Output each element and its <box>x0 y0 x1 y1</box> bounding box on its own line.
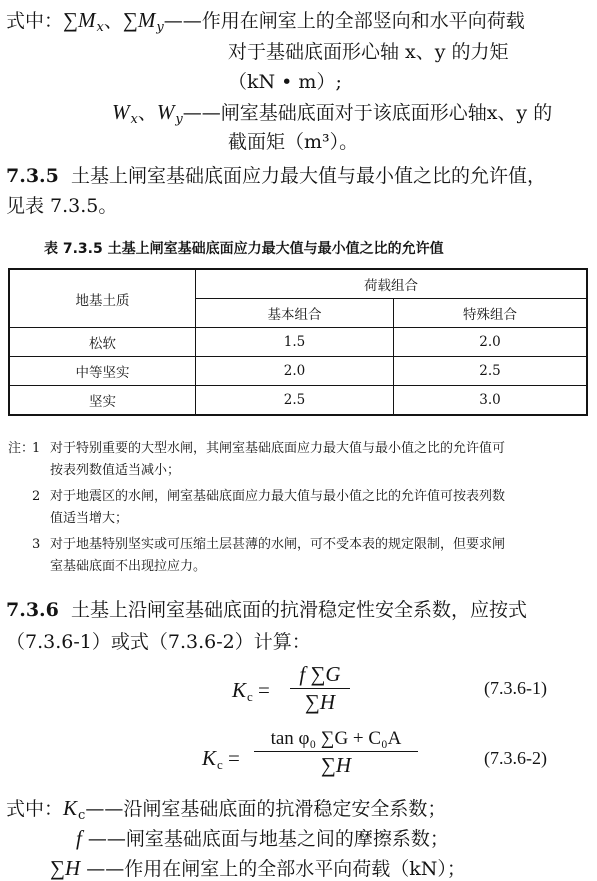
cell-special: 2.5 <box>394 357 588 386</box>
k-symbol: K <box>202 746 217 770</box>
dash: —— <box>87 828 126 850</box>
moment-desc-3: （kN • m）; <box>228 71 342 93</box>
equals-sign: = <box>228 746 240 770</box>
w-desc-2: 截面矩（m³）。 <box>228 131 359 153</box>
note-2-line-2: 值适当增大； <box>50 511 129 526</box>
note-1-line-2: 按表列数值适当减小； <box>50 463 181 478</box>
definition-3 <box>50 856 466 881</box>
fraction-bar <box>254 751 418 752</box>
section-7-3-5-line-2: 见表 7.3.5。 <box>6 195 118 217</box>
def-symbol-sub: c <box>78 808 86 823</box>
cell-basic: 2.5 <box>196 386 394 416</box>
header-basic: 基本组合 <box>196 299 394 328</box>
intro-line-1 <box>6 8 525 40</box>
moment-desc-1: 作用在闸室上的全部竖向和水平向荷载 <box>201 10 525 32</box>
eq2-numerator: tan φ₀ ∑G + C₀A <box>270 728 402 749</box>
table-row <box>9 328 587 357</box>
def-symbol: f <box>76 826 82 850</box>
dash: —— <box>182 102 221 124</box>
dash: —— <box>86 858 125 880</box>
fraction-bar <box>290 688 350 689</box>
moment-symbol: M <box>137 8 156 32</box>
def-text: 作用在闸室上的全部水平向荷载（kN）； <box>124 858 466 880</box>
section-number: 7.3.6 <box>6 599 59 621</box>
cell-soil: 坚实 <box>9 386 196 416</box>
stress-ratio-table <box>8 268 588 416</box>
cell-special: 2.0 <box>394 328 588 357</box>
section-7-3-6-line-1 <box>6 598 527 622</box>
section-text: 土基上闸室基础底面应力最大值与最小值之比的允许值， <box>70 165 546 187</box>
moment-desc-2: 对于基础底面形心轴 x、y 的力矩 <box>228 41 509 63</box>
subscript-y: y <box>156 20 164 35</box>
def-symbol: K <box>63 796 78 820</box>
definitions-prefix: 式中： <box>6 798 64 820</box>
eq1-numerator: f ∑G <box>299 662 341 686</box>
eq1-lhs <box>232 678 270 705</box>
moment-symbol: M <box>78 8 96 32</box>
eq1-label: (7.3.6-1) <box>484 678 547 698</box>
sum-symbol: ∑ <box>63 8 78 32</box>
note-2-num: 2 <box>32 489 41 504</box>
section-text: 土基上沿闸室基础底面的抗滑稳定性安全系数，应按式 <box>70 599 527 621</box>
def-text: 沿闸室基础底面的抗滑稳定安全系数； <box>123 798 447 820</box>
equals-sign: = <box>258 678 270 702</box>
subscript-x: x <box>130 112 138 127</box>
intro-line-w <box>112 100 552 132</box>
section-number: 7.3.5 <box>6 165 59 187</box>
note-1-line-1: 对于特别重要的大型水闸，其闸室基础底面应力最大值与最小值之比的允许值可 <box>50 441 506 456</box>
definition-1 <box>6 796 446 828</box>
w-symbol: W <box>156 100 175 124</box>
k-subscript: c <box>217 757 223 772</box>
subscript-y: y <box>175 112 183 127</box>
cell-soil: 中等坚实 <box>9 357 196 386</box>
cell-special: 3.0 <box>394 386 588 416</box>
note-3-line-2: 室基础底面不出现拉应力。 <box>50 559 207 574</box>
separator: 、 <box>137 102 157 124</box>
w-desc-1: 闸室基础底面对于该底面形心轴x、y 的 <box>220 102 553 124</box>
eq2-label: (7.3.6-2) <box>484 748 547 768</box>
cell-basic: 1.5 <box>196 328 394 357</box>
cell-soil: 松软 <box>9 328 196 357</box>
note-1-num: 1 <box>32 441 41 456</box>
header-soil: 地基土质 <box>9 269 196 328</box>
table-row <box>9 357 587 386</box>
section-7-3-6-line-2: （7.3.6-1）或式（7.3.6-2）计算： <box>6 631 311 653</box>
eq2-denominator: ∑H <box>320 753 352 777</box>
note-3-num: 3 <box>32 537 41 552</box>
eq2-lhs <box>202 746 240 773</box>
w-symbol: W <box>112 100 130 124</box>
eq2-fraction <box>254 728 418 778</box>
k-subscript: c <box>247 689 253 704</box>
dash: —— <box>163 10 202 32</box>
table-caption: 表 7.3.5 土基上闸室基础底面应力最大值与最小值之比的允许值 <box>44 241 444 257</box>
sum-symbol: ∑ <box>122 8 138 32</box>
table-row <box>9 386 587 416</box>
def-symbol: ∑H <box>50 856 81 880</box>
header-special: 特殊组合 <box>394 299 588 328</box>
intro-prefix: 式中： <box>6 10 64 32</box>
dash: —— <box>85 798 124 820</box>
eq1-fraction <box>290 662 350 715</box>
notes-label: 注： <box>8 441 35 456</box>
definition-2 <box>76 826 449 851</box>
subscript-x: x <box>96 20 104 35</box>
cell-basic: 2.0 <box>196 357 394 386</box>
k-symbol: K <box>232 678 247 702</box>
note-2-line-1: 对于地震区的水闸，闸室基础底面应力最大值与最小值之比的允许值可按表列数 <box>50 489 506 504</box>
section-7-3-5-line-1 <box>6 164 546 188</box>
note-3-line-1: 对于地基特别坚实或可压缩土层甚薄的水闸，可不受本表的规定限制，但要求闸 <box>50 537 506 552</box>
def-text: 闸室基础底面与地基之间的摩擦系数； <box>125 828 449 850</box>
eq1-denominator: ∑H <box>304 690 336 714</box>
separator: 、 <box>103 10 123 32</box>
header-load: 荷载组合 <box>196 269 588 299</box>
